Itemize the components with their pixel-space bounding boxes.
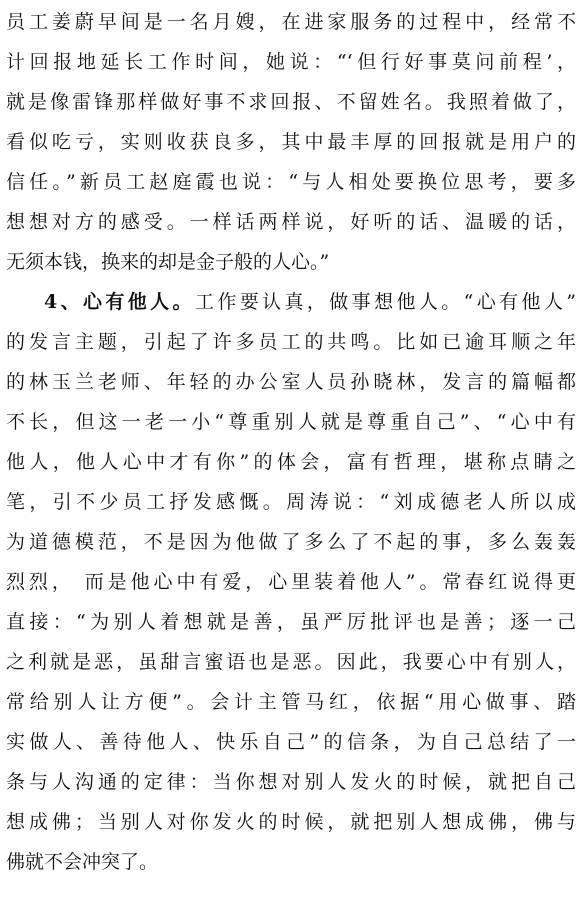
section-heading: 4、心有他人。	[44, 291, 195, 313]
text-line: 信任。”新员工赵庭霞也说：“与人相处要换位思考，要多	[6, 171, 576, 193]
text-line: 看似吃亏，实则收获良多，其中最丰厚的回报就是用户的	[6, 131, 576, 153]
text-line: 常给别人让方便”。会计主管马红，依据“用心做事、踏	[6, 691, 576, 713]
text-line: 为道德模范，不是因为他做了多么了不起的事，多么轰轰	[6, 531, 576, 553]
text-line: 想成佛；当别人对你发火的时候，就把别人想成佛，佛与	[6, 811, 576, 833]
text-line: 他人，他人心中才有你”的体会，富有哲理，堪称点睛之	[6, 451, 576, 473]
text-line: 佛就不会冲突了。	[6, 851, 159, 873]
text-line: 实做人、善待他人、快乐自己”的信条，为自己总结了一	[6, 731, 576, 753]
text-line: 想想对方的感受。一样话两样说，好听的话、温暖的话，	[6, 211, 576, 233]
text-line: 就是像雷锋那样做好事不求回报、不留姓名。我照着做了，	[6, 91, 576, 113]
text-line: 的发言主题，引起了许多员工的共鸣。比如已逾耳顺之年	[6, 331, 576, 353]
text-line: 员工姜蔚早间是一名月嫂，在进家服务的过程中，经常不	[6, 11, 576, 33]
heading-line-rest: 工作要认真，做事想他人。“心有他人”	[194, 291, 576, 313]
text-line: 烈烈， 而是他心中有爱，心里装着他人”。常春红说得更	[6, 571, 576, 593]
text-line: 之利就是恶，虽甜言蜜语也是恶。因此，我要心中有别人，	[6, 651, 576, 673]
text-line: 笔，引不少员工抒发感慨。周涛说：“刘成德老人所以成	[6, 491, 576, 513]
text-line: 直接：“为别人着想就是善，虽严厉批评也是善；逐一己	[6, 611, 576, 633]
text-line: 条与人沟通的定律：当你想对别人发火的时候，就把自己	[6, 771, 576, 793]
text-line: 不长，但这一老一小“尊重别人就是尊重自己”、“心中有	[6, 411, 576, 433]
text-line: 的林玉兰老师、年轻的办公室人员孙晓林，发言的篇幅都	[6, 371, 576, 393]
text-line-with-heading	[6, 282, 576, 322]
text-line: 无须本钱，换来的却是金子般的人心。”	[6, 251, 330, 273]
paragraph-2	[0, 282, 582, 882]
paragraph-1	[0, 0, 582, 282]
text-line: 计回报地延长工作时间，她说：“‘但行好事莫问前程’，	[6, 51, 576, 73]
